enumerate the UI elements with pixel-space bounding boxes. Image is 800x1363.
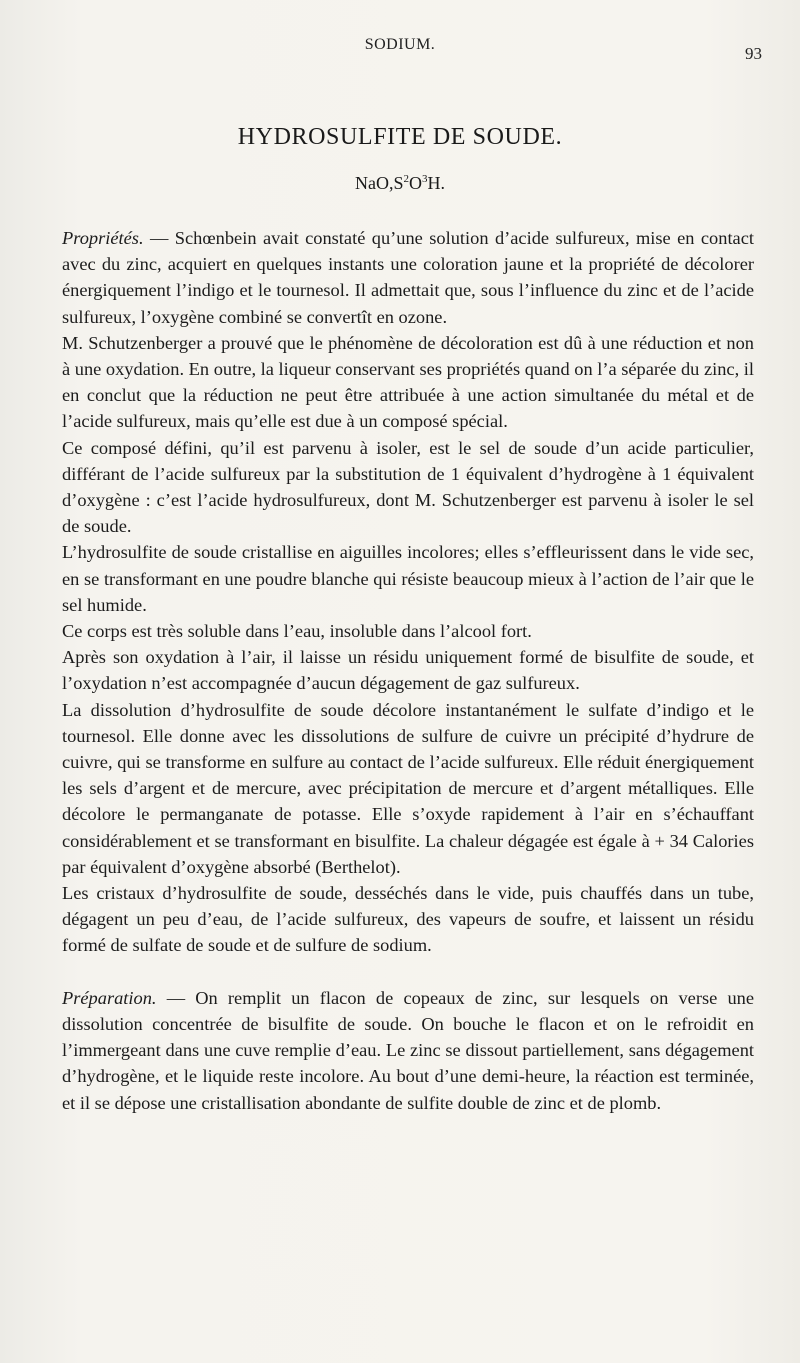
page-number: 93 <box>745 44 762 63</box>
paragraph: Les cristaux d’hydrosulfite de soude, desséchés dans le vide, puis chauffés dans un tube, dégagent un peu d’eau, de l’acide sulfureux, des vapeurs de soufre, et laissent un résidu formé de sulfate de soude et de sulfure de sodium. <box>62 883 754 956</box>
formula-end: H. <box>427 173 445 193</box>
paragraph: M. Schutzenberger a prouvé que le phénomène de décoloration est dû à une réduction et non à une oxydation. En outre, la liqueur conservant ses propriétés quand on l’a séparée du zinc, il en conclut que la réduction ne peut être attribuée à une action simultanée du métal et de l’acide sulfureux, mais qu’elle est due à un composé spécial. <box>62 332 754 432</box>
paragraph-preparation <box>62 985 754 1116</box>
section-lead-preparation: Préparation. <box>62 987 157 1008</box>
formula-base: NaO,S <box>355 173 404 193</box>
formula-mid: O <box>409 173 422 193</box>
section-lead-properties: Propriétés. <box>62 228 144 248</box>
chemical-formula <box>0 173 800 194</box>
paragraph: La dissolution d’hydrosulfite de soude décolore instantanément le sulfate d’indigo et le tournesol. Elle donne avec les dissolutions de sulfure de cuivre un précipité d’hydrure de cuivre, qui se transforme en sulfure au contact de l’acide sulfureux. Elle réduit énergiquement les sels d’argent et de mercure, avec précipitation de mercure et d’argent métalliques. Elle décolore le permanganate de potasse. Elle s’oxyde rapidement à l’air en s’échauffant considérablement et se transformant en bisulfite. La chaleur dégagée est égale à + 34 Calories par équivalent d’oxygène absorbé (Berthelot). <box>62 699 754 877</box>
paragraph: Ce corps est très soluble dans l’eau, insoluble dans l’alcool fort. <box>62 621 532 642</box>
section-spacer <box>62 959 754 985</box>
running-head: SODIUM. <box>364 36 436 53</box>
formula-sup-1: 2 <box>403 173 409 185</box>
article-body <box>62 225 754 1116</box>
formula-sup-2: 3 <box>422 173 428 185</box>
paragraph-text: — Schœnbein avait constaté qu’une solution d’acide sulfureux, mise en contact avec du zinc, acquiert en quelques instants une coloration jaune et la propriété de décolorer énergiquement l’indigo et le tournesol. Il admettait que, sous l’influence du zinc et de l’acide sulfureux, l’oxygène combiné se convertît en ozone. <box>62 228 754 327</box>
article-title: HYDROSULFITE DE SOUDE. <box>237 124 563 150</box>
paragraph: Après son oxydation à l’air, il laisse un résidu uniquement formé de bisulfite de soude, et l’oxydation n’est accompagnée d’aucun dégagement de gaz sulfureux. <box>62 647 754 694</box>
paragraph-properties-intro <box>62 225 754 330</box>
paragraph-text: — On remplit un flacon de copeaux de zinc, sur lesquels on verse une dissolution concentrée de bisulfite de soude. On bouche le flacon et on le refroidit en l’immergeant dans une cuve remplie d’eau. Le zinc se dissout partiellement, sans dégagement d’hydrogène, et le liquide reste incolore. Au bout d’une demi-heure, la réaction est terminée, et il se dépose une cristallisation abondante de sulfite double de zinc et de plomb. <box>62 987 754 1113</box>
paragraph: L’hydrosulfite de soude cristallise en aiguilles incolores; elles s’effleurissent dans le vide sec, en se transformant en une poudre blanche qui résiste beaucoup mieux à l’action de l’air que le sel humide. <box>62 542 754 615</box>
paragraph: Ce composé défini, qu’il est parvenu à isoler, est le sel de soude d’un acide particulier, différant de l’acide sulfureux par la substitution de 1 équivalent d’hydrogène à 1 équivalent d’oxygène : c’est l’acide hydrosulfureux, dont M. Schutzenberger est parvenu à isoler le sel de soude. <box>62 437 754 537</box>
